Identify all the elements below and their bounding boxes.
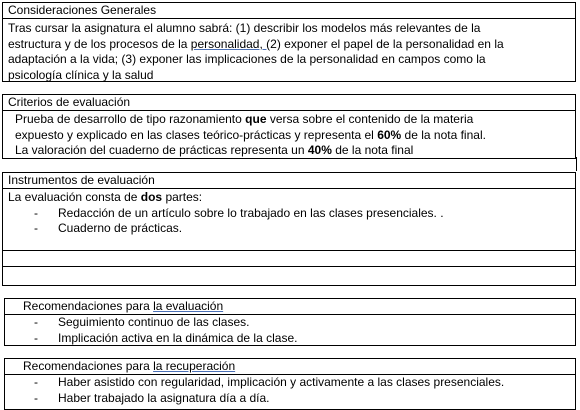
list-marker: - — [34, 390, 38, 405]
bold-text: que — [245, 112, 267, 126]
list-item — [5, 391, 575, 407]
list-item-text: Haber trabajado la asignatura día a día. — [58, 390, 270, 405]
text-run: expuesto y explicado en las clases teórico-prácticas y representa el — [15, 127, 378, 142]
consideraciones-section — [2, 2, 576, 82]
list-marker: - — [34, 205, 38, 220]
table-rule — [2, 250, 576, 251]
list-item — [5, 315, 575, 331]
underlined-text: la evaluación — [153, 299, 224, 313]
recom-evaluacion-section — [4, 298, 576, 346]
consideraciones-text — [3, 19, 575, 83]
list-item-text: Seguimiento continuo de las clases. — [58, 315, 250, 329]
criterios-line-3 — [15, 143, 575, 159]
list-item-text: Haber asistido con regularidad, implicación y activamente a las clases presenciales. — [58, 375, 505, 389]
instrumentos-section — [2, 172, 576, 286]
list-marker: - — [34, 315, 38, 329]
list-marker: - — [34, 375, 38, 389]
instrumentos-intro — [3, 189, 575, 206]
text-run: Recomendaciones para — [23, 299, 154, 313]
text-run: Prueba de desarrollo de tipo razonamiento — [15, 112, 246, 126]
criterios-header: Criterios de evaluación — [3, 95, 575, 111]
list-item-text: Redacción de un artículo sobre lo trabajado en las clases presenciales. . — [58, 205, 444, 220]
list-item — [3, 206, 575, 222]
list-marker: - — [34, 330, 38, 345]
list-item — [5, 375, 575, 391]
recom-recuperacion-section — [4, 358, 576, 410]
list-item — [3, 221, 575, 237]
text-run: versa sobre el contenido de la materia — [266, 112, 474, 126]
table-edge — [576, 157, 577, 171]
text-run: La evaluación consta de — [8, 190, 141, 204]
bold-text: 40% — [307, 143, 332, 157]
criterios-section — [2, 94, 576, 159]
list-item — [5, 331, 575, 347]
criterios-line-1 — [15, 112, 575, 128]
consideraciones-line-1: Tras cursar la asignatura el alumno sabrá: (1) describir los modelos más relevantes de la — [8, 21, 481, 35]
underlined-text: personalidad, ( — [190, 36, 271, 51]
table-rule — [2, 266, 576, 267]
underlined-text: la recuperación — [153, 359, 236, 373]
text-run: partes: — [162, 190, 203, 204]
consideraciones-line-2 — [8, 37, 575, 53]
text-run: de la nota final — [331, 143, 414, 157]
criterios-text — [3, 111, 575, 159]
consideraciones-header: Consideraciones Generales — [3, 3, 575, 19]
text-run: de la nota final. — [401, 127, 486, 142]
list-item-text: Cuaderno de prácticas. — [58, 221, 183, 235]
bold-text: 60% — [377, 127, 402, 142]
text-run: 2) exponer el papel de la personalidad en la — [270, 36, 504, 51]
text-run: La valoración del cuaderno de prácticas representa un — [15, 143, 308, 157]
recom-evaluacion-header — [5, 299, 575, 315]
text-run: estructura y de los procesos de la — [8, 36, 191, 51]
consideraciones-line-4: psicología clínica y la salud — [8, 67, 154, 82]
consideraciones-line-3: adaptación a la vida; (3) exponer las implicaciones de la personalidad en campos como la — [8, 52, 486, 66]
criterios-line-2 — [15, 128, 575, 144]
list-item-text: Implicación activa en la dinámica de la clase. — [58, 330, 298, 345]
recom-recuperacion-header — [5, 359, 575, 375]
text-run: Recomendaciones para — [23, 359, 154, 373]
instrumentos-header: Instrumentos de evaluación — [3, 173, 575, 189]
list-marker: - — [34, 221, 38, 235]
bold-text: dos — [140, 190, 163, 204]
